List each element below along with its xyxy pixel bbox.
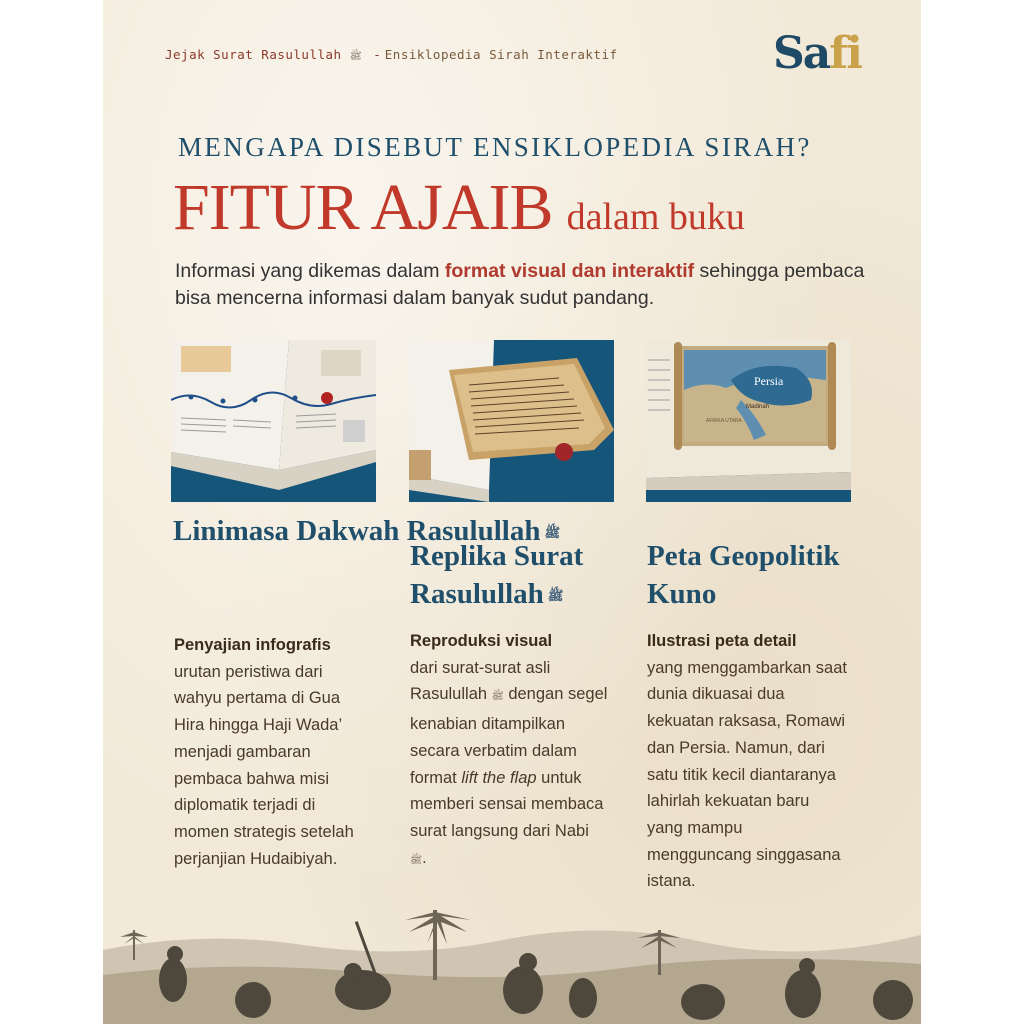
honorific-icon: ﷺ: [544, 525, 561, 541]
feature-text-end: .: [422, 848, 427, 867]
map-label-madinah: Madinah: [746, 404, 770, 410]
honorific-icon: ﷺ: [349, 51, 362, 62]
feature-lead: Penyajian infografis: [174, 636, 331, 654]
feature-body-map: [647, 628, 847, 895]
title-main: FITUR AJAIB: [173, 171, 553, 244]
honorific-icon: ﷺ: [547, 588, 564, 604]
desert-scene-illustration: [103, 890, 921, 1024]
feature-lead: Ilustrasi peta detail: [647, 632, 797, 650]
series-header: [165, 47, 618, 64]
title-rest: dalam buku: [566, 196, 745, 238]
series-subtitle: Ensiklopedia Sirah Interaktif: [384, 47, 618, 62]
honorific-icon: ﷺ: [410, 854, 423, 866]
timeline-book-illustration: [171, 340, 376, 502]
map-label-persia: Persia: [754, 374, 784, 388]
feature-body-letters: [410, 628, 610, 874]
kicker-heading: MENGAPA DISEBUT ENSIKLOPEDIA SIRAH?: [178, 132, 812, 162]
logo-part-a: Sa: [773, 28, 830, 79]
honorific-icon: ﷺ: [491, 691, 504, 703]
feature-italic: lift the flap: [461, 768, 537, 787]
feature-title-letters: [410, 537, 610, 615]
intro-text-2: sehingga pembaca bisa mencerna informasi dalam banyak sudut pandang.: [175, 260, 865, 309]
intro-text-1: Informasi yang dikemas dalam: [175, 260, 445, 282]
feature-text: yang menggambarkan saat dunia dikuasai dua kekuatan raksasa, Romawi dan Persia. Namun, dari satu titik kecil diantaranya lahirlah kekuatan baru yang mampu mengguncang singgasana istana.: [647, 658, 847, 891]
feature-title-text: Peta Geopolitik Kuno: [647, 540, 840, 610]
feature-title-text: Linimasa Dakwah Rasulullah: [173, 515, 541, 547]
feature-title-map: [647, 537, 877, 613]
feature-body-timeline: [174, 632, 374, 872]
page: [103, 0, 921, 1024]
feature-text-3: untuk memberi sensai membaca surat langsung dari Nabi: [410, 768, 604, 840]
intro-highlight: format visual dan interaktif: [444, 260, 695, 282]
feature-text: urutan peristiwa dari wahyu pertama di Gua Hira hingga Haji Wada’ menjadi gambaran pembaca bahwa misi diplomatik terjadi di momen strategis setelah perjanjian Hudaibiyah.: [174, 662, 354, 868]
geopolitical-map-illustration: [646, 340, 851, 502]
main-title: [173, 170, 745, 246]
series-title: Jejak Surat Rasulullah: [165, 47, 342, 62]
feature-lead: Reproduksi visual: [410, 632, 553, 650]
feature-text-2: dengan segel kenabian ditampilkan secara verbatim dalam format: [410, 685, 608, 787]
feature-title-text: Replika Surat Rasulullah: [410, 540, 584, 610]
logo-part-b: fi: [829, 28, 861, 79]
brand-logo: [773, 28, 861, 79]
letter-replica-illustration: [409, 340, 614, 502]
header-separator: -: [373, 47, 381, 62]
map-label-africa: AFRIKA UTARA: [706, 418, 742, 424]
feature-text-1: dari surat-surat asli Rasulullah: [410, 658, 551, 704]
intro-paragraph: [175, 258, 875, 312]
